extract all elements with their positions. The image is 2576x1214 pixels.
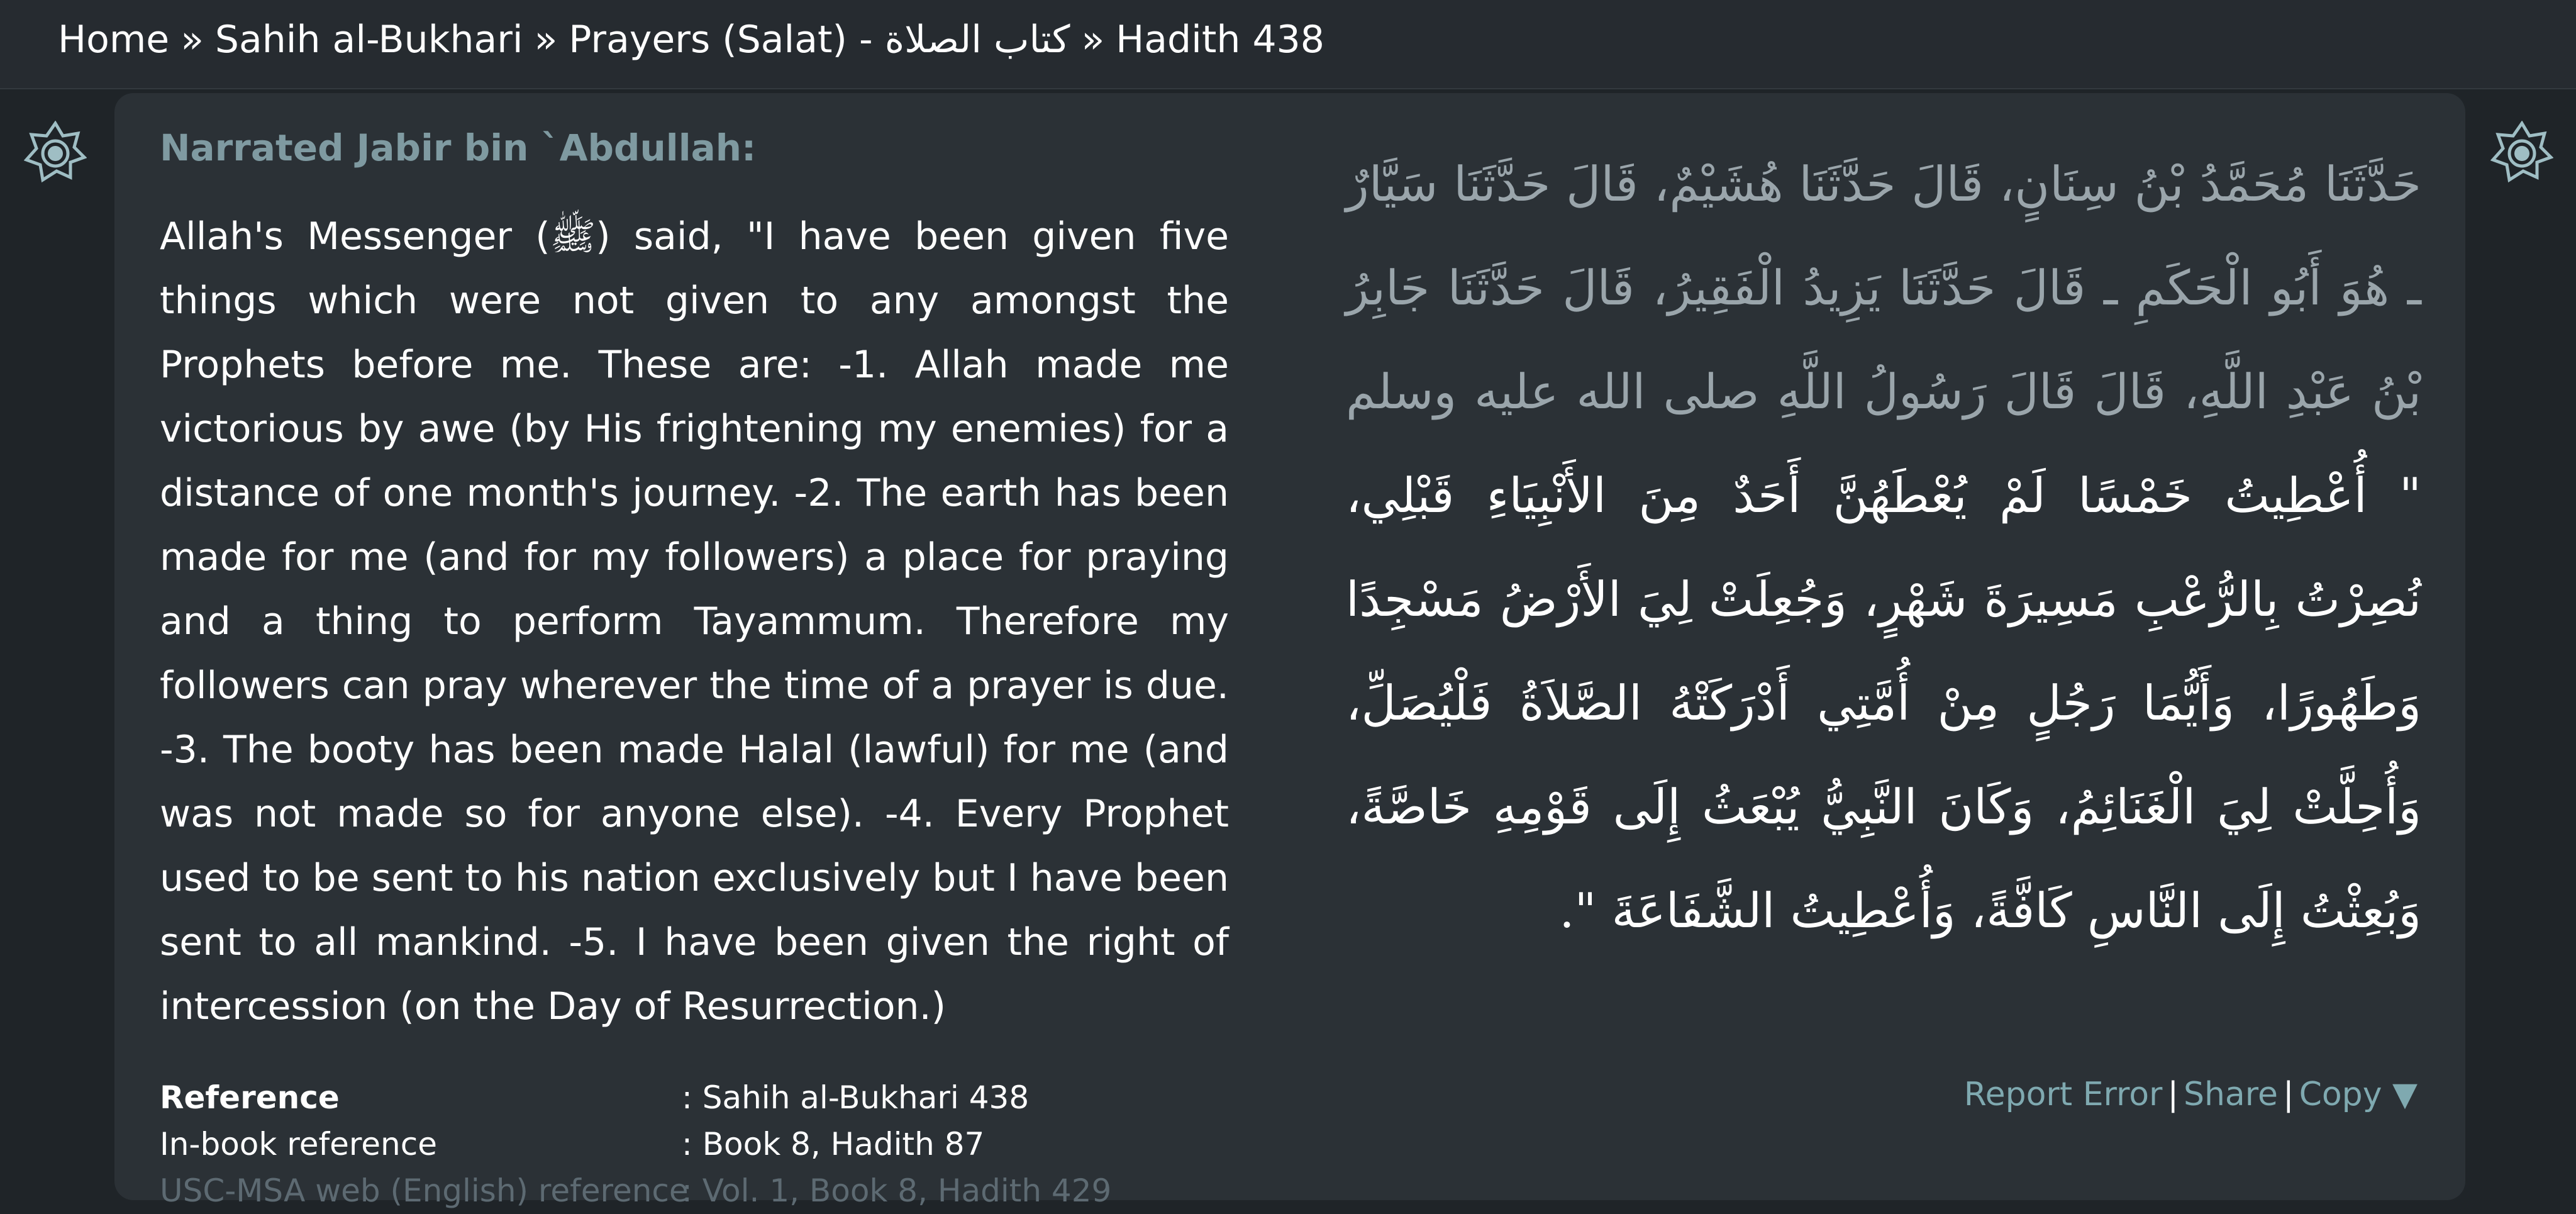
breadcrumb-current-hadith: Hadith 438 — [1116, 18, 1324, 62]
usc-msa-reference-value: : Vol. 1, Book 8, Hadith 429 — [682, 1172, 1112, 1209]
usc-msa-reference-row — [160, 1167, 1111, 1214]
arabic-chain-text: حَدَّثَنَا مُحَمَّدُ بْنُ سِنَانٍ، قَالَ حَدَّثَنَا هُشَيْمٌ، قَالَ حَدَّثَنَا سَيَّارٌ ـ هُوَ أَبُو الْحَكَمِ ـ قَالَ حَدَّثَنَا يَزِيدُ الْفَقِيرُ، قَالَ حَدَّثَنَا جَابِرُ بْنُ عَبْدِ اللَّهِ، قَالَ قَالَ رَسُولُ اللَّهِ صلى الله عليه وسلم — [1346, 156, 2421, 420]
reference-value: : Sahih al-Bukhari 438 — [682, 1079, 1030, 1116]
breadcrumb-collection-link[interactable]: Sahih al-Bukhari — [214, 18, 523, 62]
in-book-reference-row — [160, 1121, 1111, 1167]
ornament-icon — [2490, 121, 2553, 184]
copy-dropdown-button[interactable]: Copy ▼ — [2299, 1076, 2418, 1113]
english-hadith-text: Allah's Messenger (ﷺ) said, "I have been given five things which were not given to any amongst the Prophets before me. These are: -1. Allah made me victorious by awe (by His frightening my enemies) for a distance of one month's journey. -2. The earth has been made for me (and for my followers) a place for praying and a thing to perform Tayammum. Therefore my followers can pray wherever the time of a prayer is due. -3. The booty has been made Halal (lawful) for me (and was not made so for anyone else). -4. Every Prophet used to be sent to his nation exclusively but I have been sent to all mankind. -5. I have been given the right of intercession (on the Day of Resurrection.) — [160, 214, 1230, 1028]
breadcrumb-separator: » — [534, 18, 558, 62]
in-book-reference-value: : Book 8, Hadith 87 — [682, 1126, 985, 1162]
arabic-hadith-text — [1346, 132, 2421, 962]
in-book-reference-label: In-book reference — [160, 1126, 437, 1162]
narrator-heading: Narrated Jabir bin `Abdullah: — [160, 126, 757, 169]
arabic-matn-text: " أُعْطِيتُ خَمْسًا لَمْ يُعْطَهُنَّ أَحَدٌ مِنَ الأَنْبِيَاءِ قَبْلِي، نُصِرْتُ بِالرُّعْبِ مَسِيرَةَ شَهْرٍ، وَجُعِلَتْ لِيَ الأَرْضُ مَسْجِدًا وَطَهُورًا، وَأَيُّمَا رَجُلٍ مِنْ أُمَّتِي أَدْرَكَتْهُ الصَّلاَةُ فَلْيُصَلِّ، وَأُحِلَّتْ لِيَ الْغَنَائِمُ، وَكَانَ النَّبِيُّ يُبْعَثُ إِلَى قَوْمِهِ خَاصَّةً، وَبُعِثْتُ إِلَى النَّاسِ كَافَّةً، وَأُعْطِيتُ الشَّفَاعَةَ ". — [1346, 467, 2421, 938]
breadcrumb-separator: » — [180, 18, 204, 62]
reference-table — [160, 1074, 1111, 1214]
breadcrumb — [58, 11, 1324, 68]
share-link[interactable]: Share — [2183, 1076, 2279, 1113]
report-error-link[interactable]: Report Error — [1963, 1076, 2163, 1113]
top-bar — [0, 0, 2576, 89]
action-divider: | — [2167, 1076, 2179, 1113]
reference-row — [160, 1074, 1111, 1121]
ornament-icon — [24, 121, 87, 184]
breadcrumb-separator: » — [1081, 18, 1105, 62]
breadcrumb-home-link[interactable]: Home — [58, 18, 170, 62]
hadith-actions — [1964, 1069, 2418, 1120]
reference-label: Reference — [160, 1079, 340, 1116]
breadcrumb-book-link[interactable]: Prayers (Salat) - كتاب الصلاة — [569, 18, 1070, 62]
usc-msa-reference-label: USC-MSA web (English) reference — [160, 1172, 689, 1209]
action-divider: | — [2283, 1076, 2294, 1113]
